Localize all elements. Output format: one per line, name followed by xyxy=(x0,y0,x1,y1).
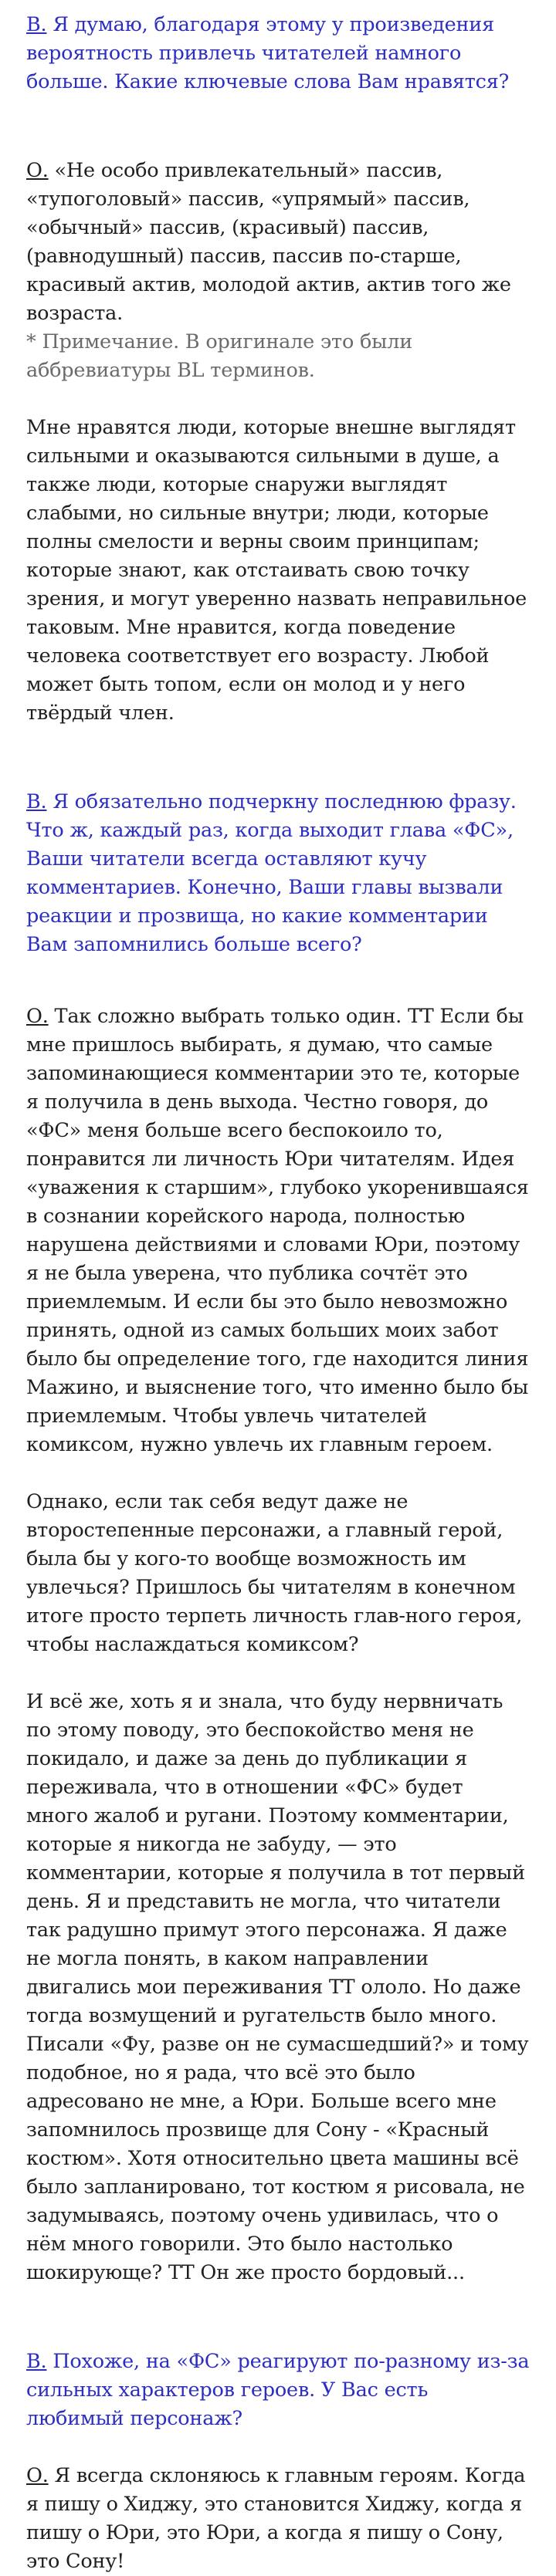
spacer xyxy=(26,728,530,788)
question-2 xyxy=(26,788,530,959)
question-text: Похоже, на «ФС» реагируют по-разному из-за сильных характеров героев. У Вас есть любимый персонаж? xyxy=(26,2350,530,2430)
question-1 xyxy=(26,11,530,96)
answer-2-continued-2: И всё же, хоть я и знала, что буду нервничать по этому поводу, это беспокойство меня не покидало, и даже за день до публикации я переживала, что в отношении «ФС» будет много жалоб и ругани. Поэтому комментарии, которые я никогда не забуду, — это комментарии, которые я получила в тот первый день. Я и представить не могла, что читатели так радушно примут этого персонажа. Я даже не могла понять, в каком направлении двигались мои переживания ТТ ололо. Но даже тогда возмущений и ругательств было много. Писали «Фу, разве он не сумасшедший?» и тому подобное, но я рада, что всё это было адресовано не мне, а Юри. Больше всего мне запомнилось прозвище для Сону - «Красный костюм». Хотя относительно цвета машины всё было запланировано, тот костюм я рисовала, не задумываясь, поэтому очень удивилась, что о нём много говорили. Это было настолько шокирующе? ТТ Он же просто бордовый... xyxy=(26,1690,529,2284)
answer-2-continued: Однако, если так себя ведут даже не второстепенные персонажи, а главный герой, была бы у кого-то вообще возможность им увлечься? Пришлось бы читателям в конечном итоге просто терпеть личность глав-ного героя, чтобы наслаждаться комиксом? xyxy=(26,1490,523,1656)
answer-2 xyxy=(26,1002,530,1459)
question-marker: В. xyxy=(26,2350,47,2373)
spacer xyxy=(26,2287,530,2348)
answer-text: Я всегда склоняюсь к главным героям. Когда я пишу о Хиджу, это становится Хиджу, когда я пишу о Юри, это Юри, а когда я пишу о Сону, это Сону! xyxy=(26,2464,526,2573)
answer-1-continued: Мне нравятся люди, которые внешне выглядят сильными и оказываются сильными в душе, а также люди, которые снаружи выглядят слабыми, но сильные внутри; люди, которые полны смелости и верны своим принципам; которые знают, как отстаивать свою точку зрения, и могут уверенно назвать неправильное таковым. Мне нравится, когда поведение человека соответствует его возрасту. Любой может быть топом, если он молод и у него твёрдый член. xyxy=(26,416,527,725)
answer-text: Так сложно выбрать только один. ТТ Если бы мне пришлось выбирать, я думаю, что самые запоминающиеся комментарии это те, которые я получила в день выхода. Честно говоря, до «ФС» меня больше всего беспокоило то, понравится ли личность Юри читателям. Идея «уважения к старшим», глубоко укоренившаяся в сознании корейского народа, полностью нарушена действиями и словами Юри, поэтому я не была уверена, что публика сочтёт это приемлемым. И если бы это было невозможно принять, одной из самых больших моих забот было бы определение того, где находится линия Мажино, и выяснение того, что именно было бы приемлемым. Чтобы увлечь читателей комиксом, нужно увлечь их главным героем. xyxy=(26,1005,529,1456)
answer-3 xyxy=(26,2462,530,2576)
answer-marker: О. xyxy=(26,159,49,182)
spacer xyxy=(26,2433,530,2462)
spacer xyxy=(26,1659,530,1688)
question-3 xyxy=(26,2348,530,2433)
question-marker: В. xyxy=(26,790,47,813)
spacer xyxy=(26,96,530,157)
spacer xyxy=(26,1459,530,1488)
footnote: * Примечание. В оригинале это были аббревиатуры BL терминов. xyxy=(26,330,413,382)
question-marker: В. xyxy=(26,13,47,36)
answer-text: «Не особо привлекательный» пассив, «тупоголовый» пассив, «упрямый» пассив, «обычный» пассив, (красивый) пассив, (равнодушный) пассив, пассив по-старше, красивый актив, молодой актив, актив того же возраста. xyxy=(26,159,511,325)
spacer xyxy=(26,959,530,1002)
answer-marker: О. xyxy=(26,2464,49,2487)
spacer xyxy=(26,385,530,414)
answer-1 xyxy=(26,157,530,328)
answer-marker: О. xyxy=(26,1005,49,1028)
question-text: Я обязательно подчеркну последнюю фразу. Что ж, каждый раз, когда выходит глава «ФС», Ваши читатели всегда оставляют кучу комментариев. Конечно, Ваши главы вызвали реакции и прозвища, но какие комментарии Вам запомнились больше всего? xyxy=(26,790,517,956)
question-text: Я думаю, благодаря этому у произведения вероятность привлечь читателей намного больше. Какие ключевые слова Вам нравятся? xyxy=(26,13,510,93)
